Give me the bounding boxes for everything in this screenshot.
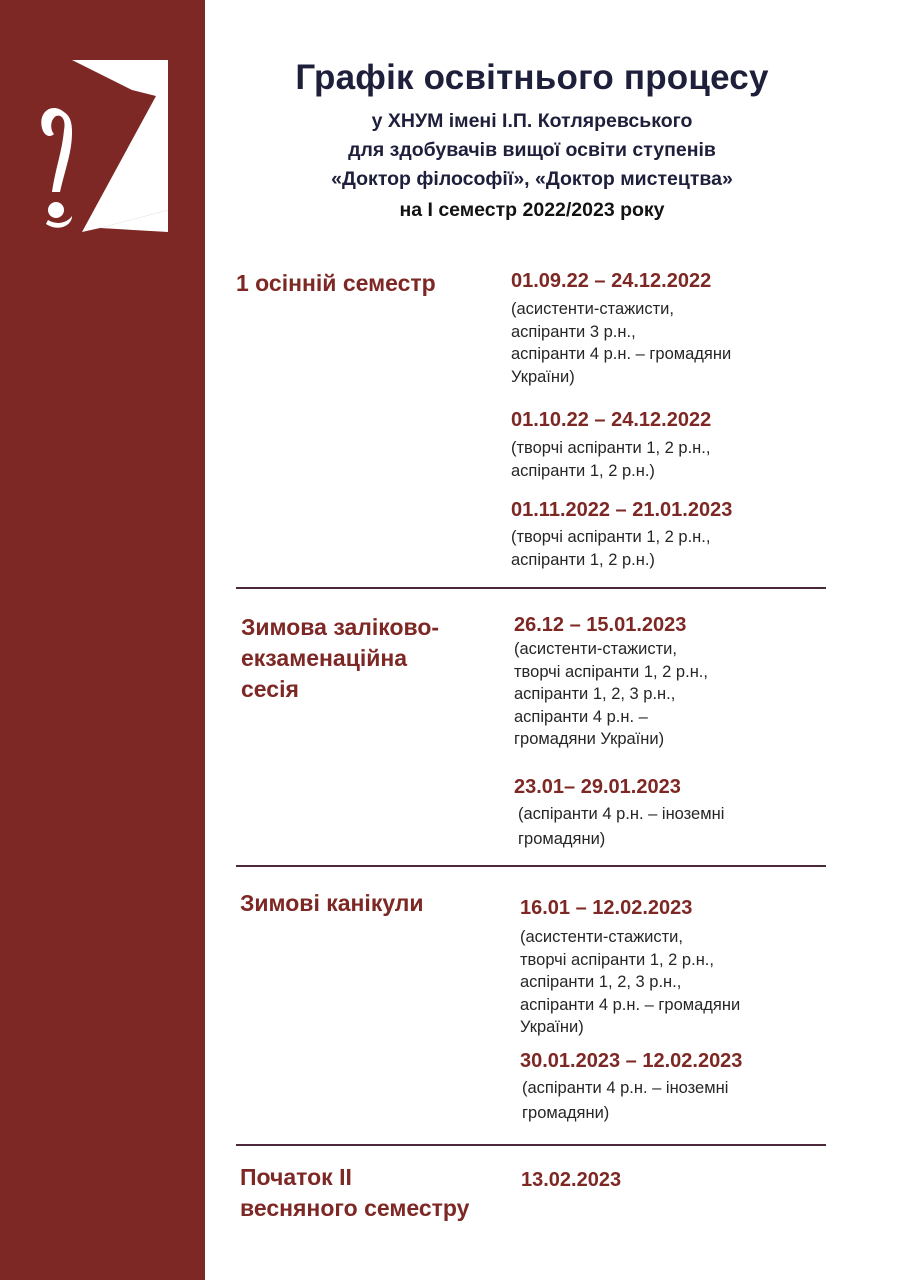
date-range: 26.12 – 15.01.2023 <box>514 614 687 636</box>
date-note: (асистенти-стажисти, аспіранти 3 р.н., аспіранти 4 р.н. – громадяни України) <box>511 300 732 386</box>
date-note: (асистенти-стажисти, творчі аспіранти 1, 2 р.н., аспіранти 1, 2, 3 р.н., аспіранти 4 р.н. – громадяни України) <box>520 928 741 1036</box>
date-note: (творчі аспіранти 1, 2 р.н., аспіранти 1, 2 р.н.) <box>511 439 711 480</box>
section-divider <box>236 1144 826 1146</box>
date-range: 01.09.22 – 24.12.2022 <box>511 270 712 292</box>
subtitle-line-3: «Доктор філософії», «Доктор мистецтва» <box>331 168 733 190</box>
section-divider <box>236 587 826 589</box>
date-range: 30.01.2023 – 12.02.2023 <box>520 1050 743 1072</box>
date-note: (асистенти-стажисти, творчі аспіранти 1, 2 р.н., аспіранти 1, 2, 3 р.н., аспіранти 4 р.н. – громадяни України) <box>514 640 708 748</box>
section-heading-winter-session: Зимова заліково- екзаменаційна сесія <box>241 614 440 702</box>
date-range: 23.01– 29.01.2023 <box>514 776 681 798</box>
date-note: (аспіранти 4 р.н. – іноземні громадяни) <box>522 1079 729 1122</box>
section-heading-winter-holidays: Зимові канікули <box>240 890 424 916</box>
subtitle-line-4: на I семестр 2022/2023 року <box>399 199 665 221</box>
date-range: 01.10.22 – 24.12.2022 <box>511 409 712 431</box>
date-range: 16.01 – 12.02.2023 <box>520 897 693 919</box>
section-divider <box>236 865 826 867</box>
subtitle-line-2: для здобувачів вищої освіти ступенів <box>348 139 716 161</box>
conservatory-logo-icon <box>38 56 172 236</box>
date-note: (творчі аспіранти 1, 2 р.н., аспіранти 1, 2 р.н.) <box>511 528 711 569</box>
section-heading-autumn-semester: 1 осінній семестр <box>236 270 436 296</box>
date-range: 01.11.2022 – 21.01.2023 <box>511 499 733 521</box>
date-note: (аспіранти 4 р.н. – іноземні громадяни) <box>518 805 725 848</box>
date-single: 13.02.2023 <box>521 1169 622 1191</box>
sidebar-band <box>0 0 205 1280</box>
section-heading-spring-semester-start: Початок II весняного семестру <box>240 1164 470 1221</box>
subtitle-line-1: у ХНУМ імені І.П. Котляревського <box>371 110 693 132</box>
page-title: Графік освітнього процесу <box>295 58 769 97</box>
